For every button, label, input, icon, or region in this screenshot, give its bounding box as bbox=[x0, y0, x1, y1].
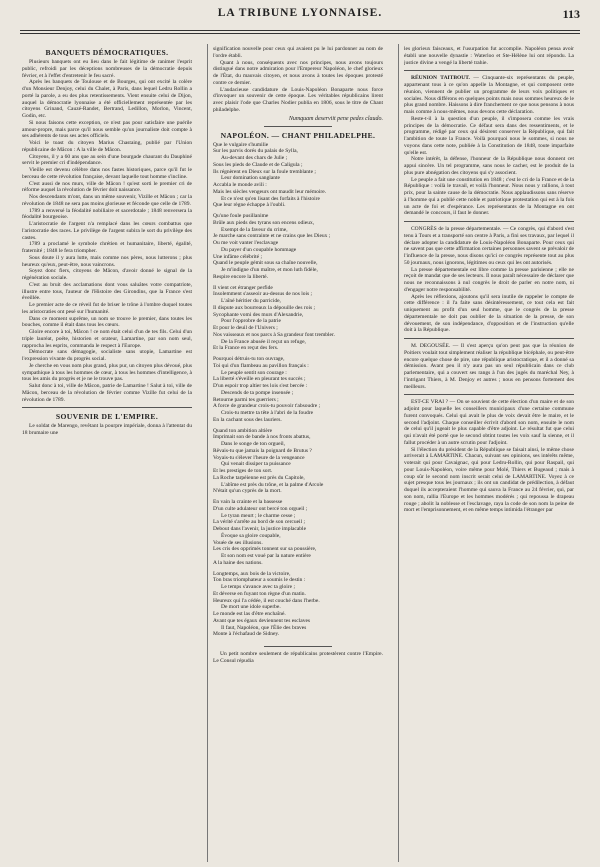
poem-line: Debout dans l'avenir, la justice implacable bbox=[213, 526, 307, 532]
paragraph: L'aristocratie de l'argent n'a remplacé dans les cœurs combattus que l'aristocratie des races. Le privilège de l'argent subira le sort du privilège des castes. bbox=[22, 221, 192, 241]
paragraph: Voici le toast du citoyen Marius Chastaing, publié par l'Union républicaine de Mâcon : A la ville de Mâcon. bbox=[22, 140, 192, 153]
poem-line: Il faut, Napoléon, que l'Élie des braves bbox=[221, 624, 307, 631]
paragraph: Sous doute il y aura lutte, mais comme nos pères, nous lutterons ; plus heureux qu'eux, peut-être, nous vaincrons. bbox=[22, 254, 192, 268]
poem-line: Exempt de la faveur du crime, bbox=[221, 226, 288, 233]
poem-line: A force de grandeur crois-tu pouvoir t'absoudre ; bbox=[213, 403, 321, 410]
poem-line: Leur domination sanglante bbox=[221, 175, 280, 182]
poem-line: Le peuple sentit son courage : bbox=[221, 369, 287, 376]
poem-line: Qu'une foule pusillanime bbox=[213, 213, 269, 219]
paragraph: Le premier acte de ce réveil fut de briser le trône à l'ombre duquel toutes les aristocraties ont pesé sur l'humanité. bbox=[22, 302, 192, 315]
poem-line: Mais les siècles vengeurs ont maudit leur mémoire. bbox=[213, 188, 327, 195]
paragraph: Démocrate sans démagogie, socialiste sans utopie, Lamartine est l'expression vivante du progrès social. bbox=[22, 349, 192, 362]
poem-line: Sur les parvis dorés du palais de Sylla, bbox=[213, 148, 298, 155]
paragraph: L'audacieuse candidature de Louis-Napoléon Bonaparte nous force d'invoquer un souvenir de cette époque. Les véritables républicains lirent avec plaisir l'ode que Charles Nodier publia en 1806, sous le titre de Chant philadelphe. bbox=[213, 86, 383, 113]
poem-line: Heureux qui l'a cédée, il est couché dans l'herbe. bbox=[213, 597, 320, 604]
column-divider bbox=[207, 44, 208, 862]
paragraph: 1789 a proclamé le symbole chrétien et humanitaire, liberté, égalité, fraternité ; 1848 le fera triompher. bbox=[22, 241, 192, 254]
poem-line: L'abîme est près du trône, et la palme d'Arcole bbox=[221, 481, 324, 488]
paragraph: Après les banquets de Toulouse et de Bourges, qui ont excité la colère d'un Monsieur Denjoy, celui du Chalet, à Paris, dans lequel Ledru Rollin a porté la parole, a eu des plus retentissements. Vient ensuite celui de Dijon, auquel la démocratie lyonnaise a été officiellement représentée par les citoyens Grinand, Cauzé-Randet, Bertrand, Ledillon, Morlon, Vincent, Godin, etc. bbox=[22, 79, 192, 119]
poem-line: Imprimait son de bande à nos fronts abattus, bbox=[213, 434, 311, 441]
article-separator bbox=[404, 394, 574, 395]
poem-line: A la haine des nations. bbox=[213, 559, 263, 566]
poem-line: D'un culte adulateur ont bercé ton orgueil ; bbox=[213, 505, 308, 512]
paragraph: C'est au bruit des acclamations dont vous saluâtes votre compatriote, illustre entre tous, l'auteur de l'Histoire des Girondins, que la France s'est éveillée. bbox=[22, 281, 192, 302]
column-2 bbox=[213, 46, 383, 862]
poem-line: Quand le peuple gémit sous sa chaîne nouvelle, bbox=[213, 260, 318, 267]
poem-line: En vain la crainte et la bassesse bbox=[213, 499, 283, 505]
poem-line: D'un espoir trop altier tes lois s'est bercée : bbox=[213, 383, 308, 389]
poem-line: En la cachant sous des lauriers. bbox=[213, 416, 282, 423]
paragraph: Reste-t-il à la question d'un peuple, il s'imposera comme les vrais principes de la démocratie. Ce défaut sera dans des ressentiments, et le programme, rédigé par ceux qui désirent conserver la République, qui fait l'ambition de toute la France. Voilà pourquoi nous le sommes, si nous ne voyons dans cette note, publiée à la Constitution de 1848, toute imparfaite qu'elle est. bbox=[404, 115, 574, 156]
poem-line: Il vient cet étranger perfide bbox=[213, 284, 273, 291]
poem-stanza bbox=[213, 142, 383, 210]
poem-line: Au-devant des chars de Julie ; bbox=[221, 155, 288, 161]
poem-line: Ton bras triomphateur a soumis le destin : bbox=[213, 577, 306, 584]
paragraph: Quant à nous, conséquents avec nos principes, nous avons toujours distingué dans notre admiration pour l'Empereur Napoléon, le chef glorieux de l'État, du mauvais citoyen, et nous avons à toutes les époques protesté contre ce dernier. bbox=[213, 59, 383, 86]
poem-line: L'aîné héritier du parricide, bbox=[221, 298, 281, 304]
paragraph: Plusieurs banquets ont eu lieu dans le fait légitime de ranimer l'esprit public, refroidi par les déceptions nombreuses de la démocratie depuis février, et à l'effet d'entretenir le feu sacré. bbox=[22, 59, 192, 79]
poem-line: Le temps s'avance avec ta gloire ; bbox=[221, 584, 295, 590]
paragraph bbox=[404, 75, 574, 116]
poem-line: Ou me voit vanter l'esclavage bbox=[213, 240, 279, 246]
paragraph: Gloire encore à toi, Mâcon ! ce nom était celui d'un de tes fils. Celui d'un triple lauréat, poëte, historien et orateur, Lamartine, par son nom seul, rapprocha les esprits, commanda le respect à l'Europe. bbox=[22, 329, 192, 349]
separator bbox=[264, 646, 332, 647]
poem-line: De la France abusée il reçut un refuge, bbox=[221, 338, 306, 345]
paragraph: Citoyens, il y a 60 ans que au sein d'une bourgade chaurant du Dauphiné servit le premier cri d'indépendance. bbox=[22, 153, 192, 167]
poem-line: Sycophante vomi des murs d'Alexandrie, bbox=[213, 311, 304, 318]
poem-line: La vérité s'arrête au bord de son cercueil ; bbox=[213, 519, 306, 526]
paragraph: Un petit nombre seulement de républicains protestèrent contre l'Empire. Le Consul répudia bbox=[213, 651, 383, 664]
poem-line: Que le vulgaire s'humilie bbox=[213, 141, 269, 148]
poem-stanza bbox=[213, 428, 383, 496]
article-separator bbox=[404, 70, 574, 71]
poem-stanza bbox=[213, 285, 383, 353]
poem-stanza bbox=[213, 499, 383, 567]
article-separator bbox=[22, 407, 192, 408]
poem-line: Le monde est las d'être enchaîné. bbox=[213, 611, 286, 617]
paragraph: Nos descendants m'ont, dans un même souvenir, Vizille et Mâcon ; car la révolution de 1848 ne sera pas moins glorieuse et féconde que celle de 1789. bbox=[22, 194, 192, 207]
page-header bbox=[20, 4, 580, 26]
stanza-gap bbox=[213, 638, 383, 642]
paragraph: Si l'élection du président de la République se faisait ainsi, le même chose arriverait à LAMARTINE. Chacun, suivant ses opinions, ses intérêts même, voterait qui pour Cavaignac, qui pour Ledru-Rollin, qui pour Raspail, qui pour Louis-Napoléon, voire même pour Molé, Thiers et Bugeaud ; mais à coup sûr le second nom inscrit serait celui de LAMARTINE. Voyez à ce sujet presque tous les journaux ; ils ont un candidat de prédilection, à défaut duquel ils accepteraient l'homme qui sauva la France au 24 février, qui, par son nom, rallia l'Europe et les hommes modérés ; qui repoussa le drapeau rouge ; abolit la noblesse et l'esclavage, raya la code de son nom la peine de mort et l'emprisonnement, et en même temps intimida l'étranger par bbox=[404, 446, 574, 514]
poem-line: Le tyran meurt ; le charme cesse ; bbox=[221, 512, 296, 519]
poem-line: Monte à l'échafaud de Sidney. bbox=[213, 631, 280, 638]
poem-line: Les cris des opprimés tonnent sur sa poussière, bbox=[213, 546, 317, 553]
article-separator bbox=[404, 338, 574, 339]
poem-line: Je m'indigne d'un maître, et mon luth fidèle, bbox=[221, 267, 318, 273]
poem-line: De mort une idole superbe. bbox=[221, 604, 281, 611]
header-rule bbox=[20, 30, 580, 31]
poem-line: Pour l'opprobre de la patrie bbox=[221, 318, 281, 325]
paragraph-text: — Cinquante-six représentants du peuple, appartenant tous à ce qu'on appelle la Montagne, et qui composent cette réunion, viennent de publier un programme de leurs voix politiques et sociales. Nous différons en quelques points mais nous sommes heureux de le plus grand nombre. Haissons à dire franchement ce que nous pensons à nous mais comme à nous-mêmes, nous devons cette déclaration. bbox=[404, 75, 574, 115]
paragraph: C'est aussi de nos murs, ville de Mâcon ! qu'est sorti le premier cri de réforme auquel la révolution de février doit naissance. bbox=[22, 180, 192, 194]
column-divider bbox=[398, 44, 399, 862]
paragraph: Si nous faisons cette exception, ce n'est pas pour satisfaire une puérile amour-propre, mais parce qu'il nous semble qu'un journaliste doit compte à ses adhérents de tous ses actes officiels. bbox=[22, 119, 192, 140]
poem-line: Rêvais-tu que jamais la poignard de Brutus ? bbox=[213, 447, 312, 454]
poem-line: Que leur règne échappe à l'oubli. bbox=[213, 202, 286, 209]
poem-line: Je marche sans contrainte et ne crains que les Dieux ; bbox=[213, 233, 331, 240]
article-title-souvenir: SOUVENIR DE L'EMPIRE. bbox=[55, 412, 159, 422]
poem-stanza bbox=[213, 356, 383, 424]
poem-line: Et les prestiges de ton sort. bbox=[213, 468, 273, 474]
poem-line: Vouée de ses illusions. bbox=[213, 539, 263, 546]
epigraph: Numquam deserviit pene pedes claudo. bbox=[288, 115, 383, 122]
paragraph: La presse départementale est libre comme la presse parisienne ; elle ne reçoit de mandat que de ses lecteurs. Il nous paraît nécessaire de déclarer que nous ne reconnaissons à nul congrès le droit de parler en notre nom, ni d'engager notre responsabilité. bbox=[404, 266, 574, 293]
poem bbox=[213, 142, 383, 643]
poem-line: Accabla le monde avili : bbox=[213, 182, 267, 188]
poem-line: Insolemment s'asseoir au-dessus de nos lois ; bbox=[213, 291, 313, 298]
paragraph: les glorieux faisceaux, et l'usurpation fut accomplie. Napoléon pensa avoir établi une nouvelle dynastie : Waterloo et Ste-Hélène lui ont répondu. La justice divine a vengé la liberté trahie. bbox=[404, 46, 574, 66]
poem-line: Toi qui d'un flambeau au pavillon français : bbox=[213, 362, 309, 369]
paragraph: M. DEGOUSÉE. — Il s'est aperçu qu'on peut pas que la réunion de Poitiers voulait tout simplement réaliser la république bicéphale, ou peut-être encore quelque chose de pire, une république aristocratique, et il a donné sa démission. Avant peu il n'y aura pas un seul républicain dans ce club parlementaire, qui a couvert ses rangs à l'un des jugés du maréchal Ney, à l'intrigant Thiers, à M. Denjoy et autres ; nous en pensons fortement des meilleurs. bbox=[404, 343, 574, 390]
header-rule-thin bbox=[20, 33, 580, 34]
poem-line: Nos vaisseaux et nos parcs à Sa grandeur font trembler. bbox=[213, 331, 335, 338]
column-3 bbox=[404, 46, 574, 862]
poem-line: Respire encore la liberté. bbox=[213, 273, 268, 280]
paragraph: EST-CE VRAI ? — On se souvient de cette élection d'un maire et de son adjoint pour laquelle les conseillers municipaux d'une certaine commune furent convoqués. Celui qui avait le plus de voix devait être le maire, et le second l'adjoint. Chaque conseiller écrivit d'abord son nom, ensuite le nom de celui qu'il jugeait le plus capable d'être adjoint. Le résultat fut que celui qui n'avait été porté que le second obtint toutes les voix sauf la sienne, et il fallut procéder à un autre scrutin pour l'adjoint. bbox=[404, 399, 574, 446]
poem-line: Et son nom est voué par la nature entière bbox=[221, 553, 311, 559]
section-lead: RÉUNION TAITBOUT. bbox=[411, 75, 470, 82]
poem-line: Descends de ta pompe insensée ; bbox=[221, 389, 294, 396]
poem-stanza bbox=[213, 571, 383, 639]
poem-line: Et ce n'est qu'en lisant des forfaits à l'histoire bbox=[221, 195, 320, 202]
paragraph: Après les réflexions, ajoutons qu'il sera inutile de rappeler le compte de cette différence : il l'a faite sans désintéressement, ce tout cela est fait uniquement au profit d'un seul homme, que le congrès de la presse départementale ne doit pas oublier de la situation de la presse, de son dévouement, de son indépendance, d'opposition et de l'instruction qu'elle doit à la République. bbox=[404, 293, 574, 334]
paragraph: Le soldat de Marengo, revêtant la pourpre impériale, donna à l'attentat du 18 brumaire une bbox=[22, 423, 192, 436]
paragraph: Notre intérêt, la défense, l'honneur de la République nous donnent cet appui sincère. Un tel programme, sans nous le cacher, est le produit de la plus pure abnégation des citoyens qui s'y associent. bbox=[404, 156, 574, 176]
poem-line: Pourquoi détruis-tu ton ouvrage, bbox=[213, 356, 285, 362]
poem-line: Quand ton ambition altière bbox=[213, 427, 273, 434]
paragraph: Le peuple a fait une constitution en 1848 ; c'est le cri de la France et de la République : voilà le travail, et voilà l'honneur. Nous nous y rallions, à tout prix, pour la sainte cause de la démocratie. Nous applaudissons sans réserve à l'homme qui a publié cette noble et patriotique protestation qui est à la fois un acte de foi et d'espérance. Les représentants de la Montagne en ont demandé le concours, il faut le donner. bbox=[404, 176, 574, 217]
poem-line: Une infâme célébrité ; bbox=[213, 253, 263, 260]
poem-line: La liberté s'éveille en pleurant tes succès ; bbox=[213, 376, 306, 383]
column-1 bbox=[22, 46, 192, 862]
paragraph: Dans ce moment suprême, un nom se trouve le premier, dans toutes les bouches, comme il était dans tous les cœurs. bbox=[22, 315, 192, 329]
newspaper-title: LA TRIBUNE LYONNAISE. bbox=[217, 7, 383, 19]
poem-line: Ils régnèrent en Dieux sur la foule tremblante ; bbox=[213, 168, 316, 175]
poem-line: Sous les pieds de Claude et de Caligula ; bbox=[213, 161, 303, 168]
poem-line: Qui venait dissiper ta puissance bbox=[221, 461, 291, 468]
poem-line: Crois-tu mettre ta tête à l'abri de la foudre bbox=[221, 410, 314, 416]
page-number: 113 bbox=[562, 7, 580, 21]
poem-line: Voyais-tu s'élever l'heure de la vengeance bbox=[213, 454, 305, 461]
article-separator bbox=[404, 221, 574, 222]
poem-line: Évoque sa gloire coupable, bbox=[221, 532, 281, 539]
poem-stanza bbox=[213, 213, 383, 281]
paragraph: signification nouvelle pour ceux qui avaient pu le lui pardonner au nom de l'ordre établi. bbox=[213, 46, 383, 59]
poem-line: Et pour le deuil de l'Univers ; bbox=[213, 325, 278, 331]
poem-line: Du payer d'un coupable hommage bbox=[221, 246, 297, 253]
paragraph: Salut donc à toi, ville de Mâcon, patrie de Lamartine ! Salut à toi, ville de Mâcon, berceau de la révolution de février comme Vizille fut celui de la révolution de 1789. bbox=[22, 383, 192, 403]
article-title-banquets: BANQUETS DÉMOCRATIQUES. bbox=[45, 48, 169, 57]
separator bbox=[264, 126, 332, 127]
poem-title: NAPOLÉON. — CHANT PHILADELPHE. bbox=[220, 130, 376, 140]
poem-line: Et la France en reçut des fers. bbox=[213, 345, 279, 352]
poem-line: La Roche tarpéienne est près du Capitole, bbox=[213, 474, 305, 481]
paragraph: 1789 a renversé la féodalité nobiliaire et sacerdotale ; 1848 renversera la féodalité bourgeoise. bbox=[22, 207, 192, 221]
paragraph: Soyez donc fiers, citoyens de Mâcon, d'avoir donné le signal de la régénération sociale. bbox=[22, 268, 192, 281]
poem-line: Retourne parmi tes guerriers ; bbox=[213, 396, 279, 403]
paragraph: CONGRÈS de la presse départementale. — Ce congrès, qui d'abord s'est tenu à Tours et a transporté son centre à Paris, a fini ses travaux, par lequel il déclare adopter la candidature de Louis-Napoléon Bonaparte. Pour ceux qui ne savent pas que cette affirmation certaines personnes savent se prévaloir de l'influence de la presse, nous disons qu'ici ce congrès représente tout au plus 50 journaux, nous ignorons, légitimes ou ceux qui les ont autorisés. bbox=[404, 226, 574, 266]
poem-line: Il dispute aux bourreaux la dépouille des rois ; bbox=[213, 304, 316, 311]
paragraph: Je cherche en vous nom plus grand, plus pur, un citoyen plus dévoué, plus sympathique à tous les hommes de cœur, à tous les hommes d'intelligence, à tous les amis du progrès et je ne le trouve pas. bbox=[22, 362, 192, 383]
poem-line: Et déverse en fuyant ton règne d'un matin. bbox=[213, 590, 306, 597]
paragraph: Vieille est devenu célèbre dans nos fastes historiques, parce qu'il fut le berceau de cette révolution française, devant laquelle tout homme s'incline. bbox=[22, 167, 192, 180]
poem-line: N'était qu'un cyprès de la mort. bbox=[213, 488, 282, 495]
poem-line: Longtemps, aux bois de la victoire, bbox=[213, 570, 291, 577]
poem-line: Avant que tes égaux deviennent tes esclaves bbox=[213, 617, 311, 624]
poem-line: Dans le songe de ton orgueil, bbox=[221, 441, 286, 447]
poem-line: Brûle aux pieds des tyrans son encens odieux, bbox=[213, 219, 315, 226]
